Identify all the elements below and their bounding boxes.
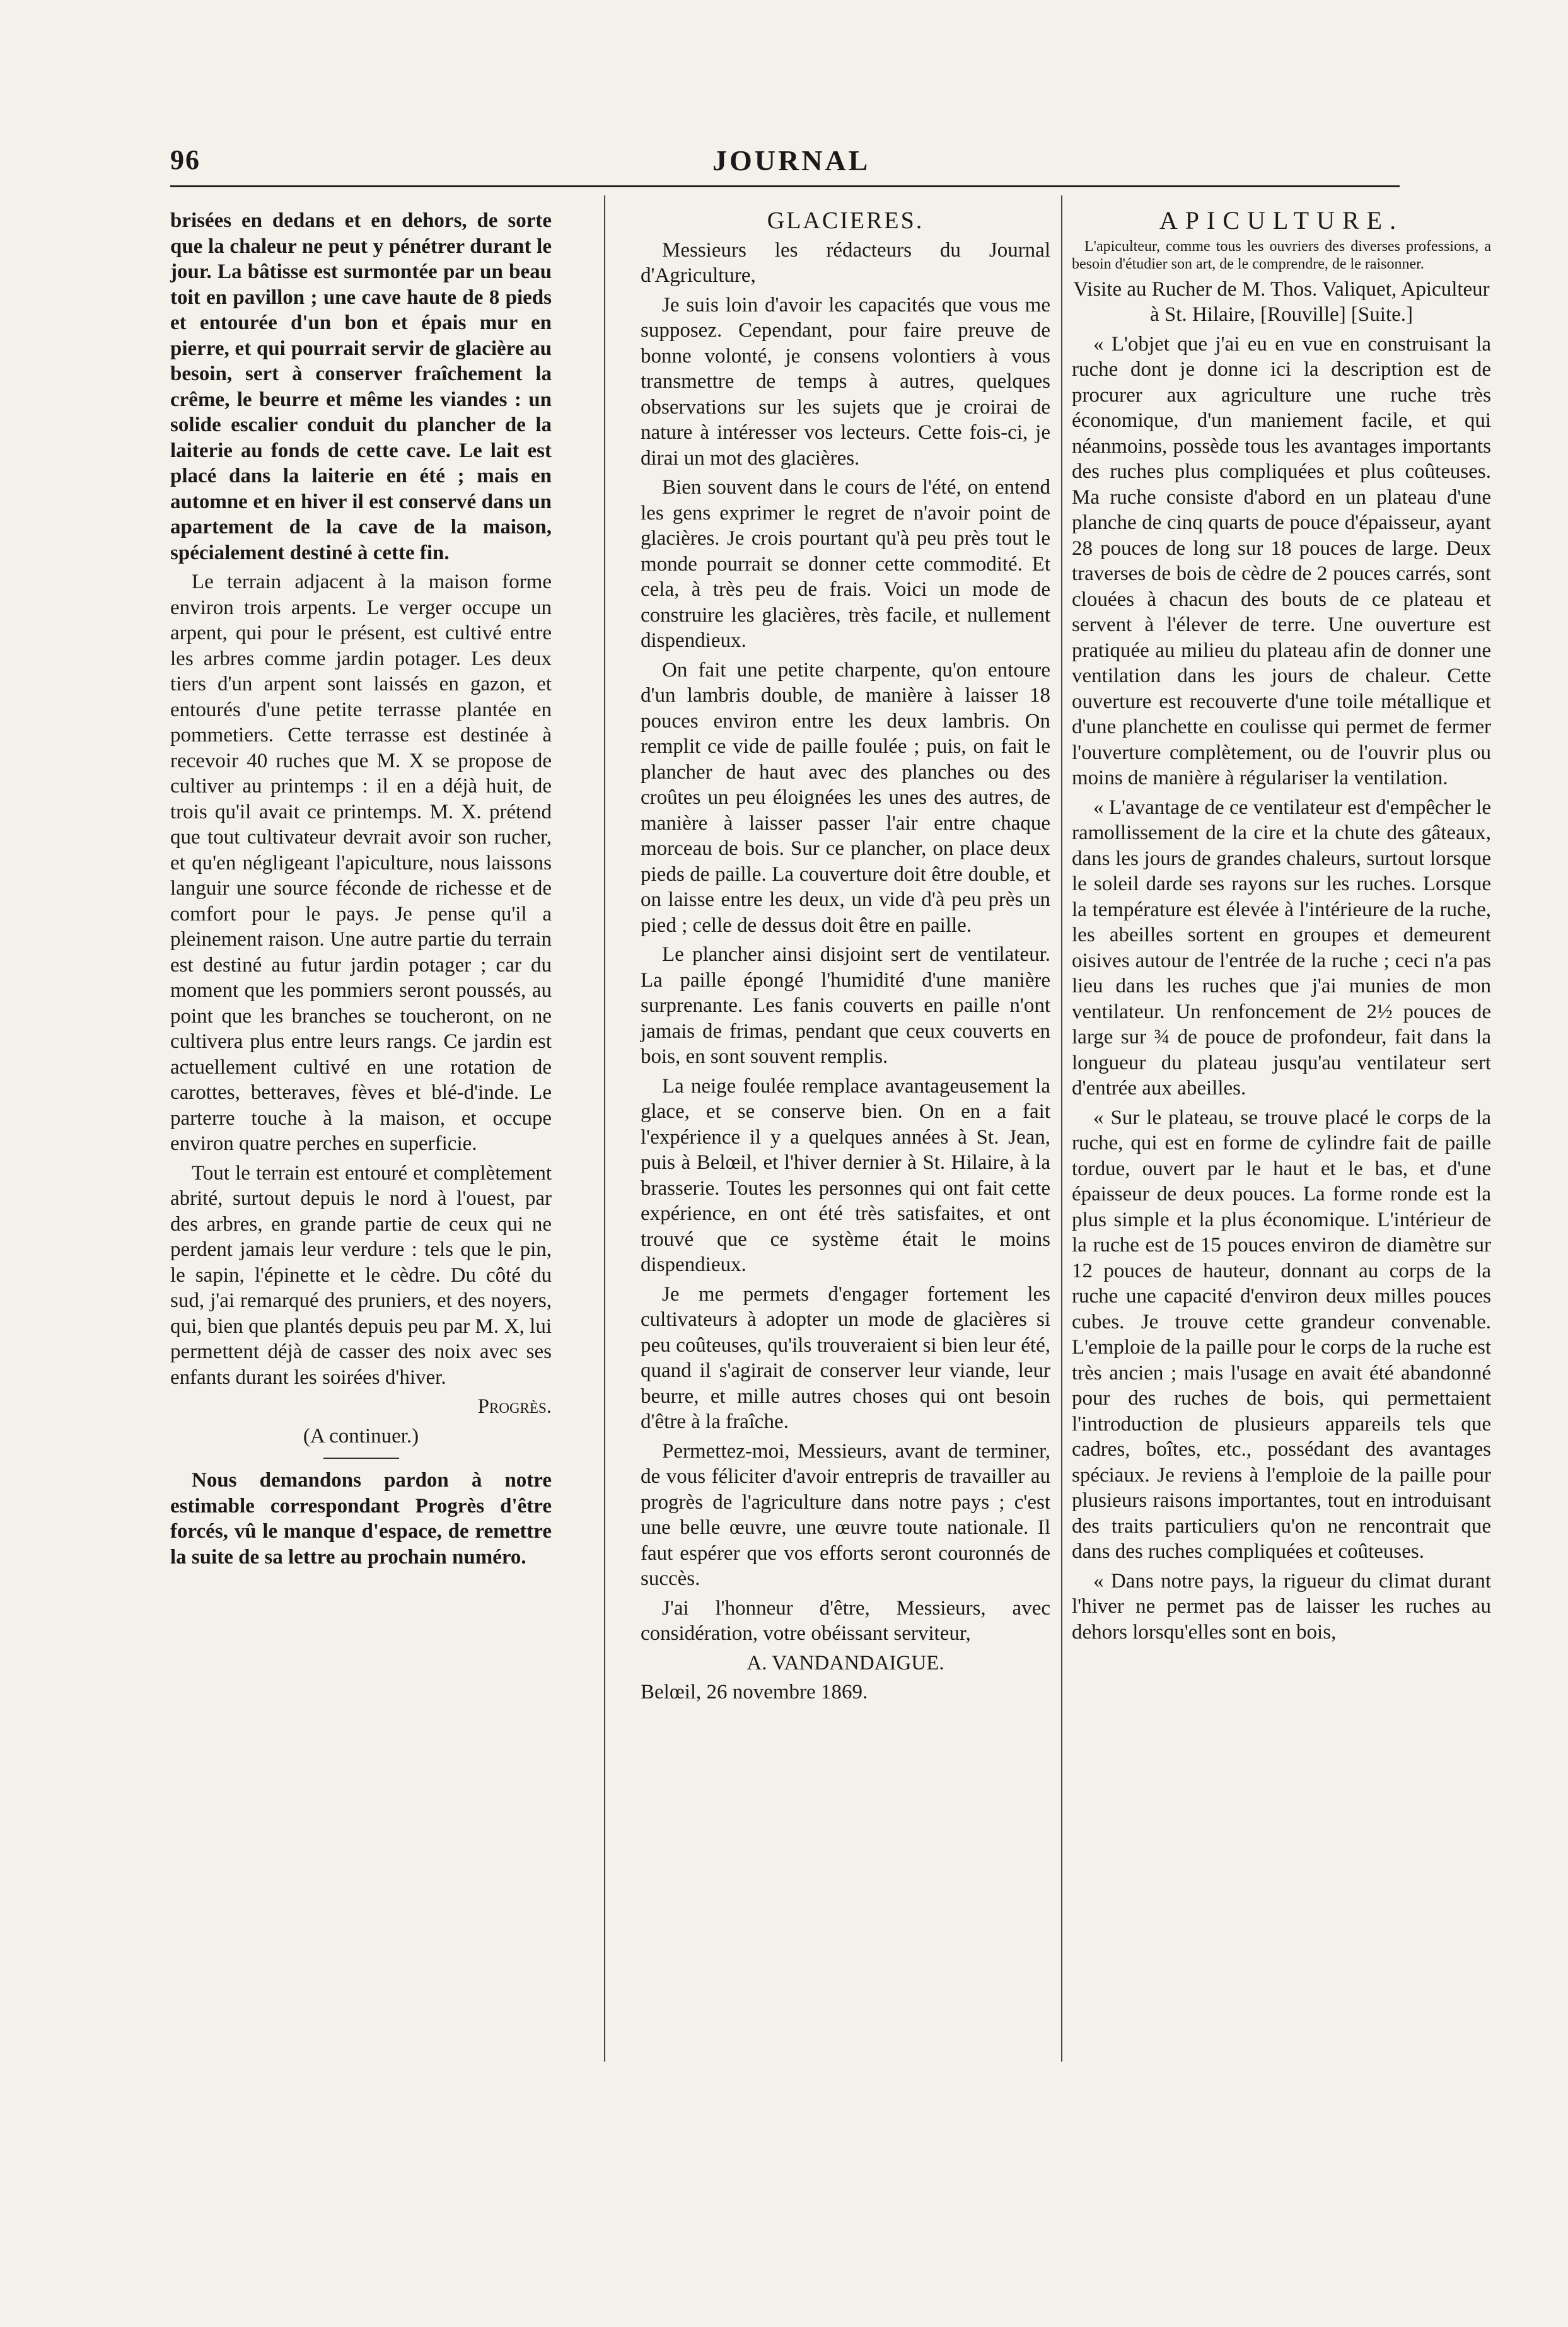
paragraph: Bien souvent dans le cours de l'été, on entend les gens exprimer le regret de n'avoir point de glacières. Je crois pourtant qu'à peu près tout le monde pourrait se donner cette commodité. Et cela, à très peu de frais. Voici un mode de construire les glacières, très facile, et nullement dispendieux.	[641, 476, 1050, 652]
signature: Progrès.	[477, 1395, 552, 1418]
divider	[323, 1458, 399, 1459]
epigraph: L'apiculteur, comme tous les ouvriers des diverses professions, a besoin d'étudier son art, de le comprendre, de le raisonner.	[1072, 238, 1491, 272]
section-title: APICULTURE.	[1159, 206, 1404, 235]
paragraph: « L'objet que j'ai eu en vue en construisant la ruche dont je donne ici la description est de procurer aux agriculture une ruche très économique, d'un maniement facile, et qui néanmoins, possède tous les avantages importants des ruches plus compliquées et plus coûteuses. Ma ruche consiste d'abord en un plateau d'une planche de cinq quarts de pouce d'épaisseur, ayant 28 pouces de long sur 18 pouces de large. Deux traverses de bois de cèdre de 2 pouces carrés, sont clouées à chacun des bouts de ce plateau et servent à l'élever de terre. Une ouverture est pratiquée au milieu du plateau afin de donner une ventilation dans les jours de chaleur. Cette ouverture est recouverte d'une toile métallique et d'une planchette en coulisse qui permet de fermer l'ouverture complètement, ou de l'ouvrir plus ou moins de manière à régulariser la ventilation.	[1072, 332, 1491, 789]
editor-note: Nous demandons pardon à notre estimable correspondant Progrès d'être forcés, vû le manque d'espace, de remettre la suite de sa lettre au prochain numéro.	[170, 1469, 552, 1569]
paragraph: « Dans notre pays, la rigueur du climat durant l'hiver ne permet pas de laisser les ruches au dehors lorsqu'elles sont en bois,	[1072, 1569, 1491, 1644]
paragraph: Le terrain adjacent à la maison forme environ trois arpents. Le verger occupe un arpent, qui pour le présent, est cultivé entre les arbres comme jardin potager. Les deux tiers d'un arpent sont laissés en gazon, et entourés d'une petite terrasse plantée en pommetiers. Cette terrasse est destinée à recevoir 40 ruches que M. X se propose de cultiver au printemps : il en a déjà huit, de trois qu'il avait ce printemps. M. X. prétend que tout cultivateur devrait avoir son rucher, et qu'en négligeant l'apiculture, nous laissons languir une source féconde de richesse et de comfort pour le pays. Je pense qu'il a pleinement raison. Une autre partie du terrain est destiné au futur jardin potager ; car du moment que les pommiers seront poussés, au point que les branches se toucheront, on ne cultivera plus entre leurs rangs. Ce jardin est actuellement cultivé en une rotation de carottes, betteraves, fèves et blé-d'inde. Le parterre touche à la maison, et occupe environ quatre perches en superficie.	[170, 571, 552, 1155]
signature: A. VANDANDAIGUE.	[746, 1651, 944, 1674]
continued-note: (A continuer.)	[303, 1424, 419, 1448]
article-heading: Visite au Rucher de M. Thos. Valiquet, Apiculteur à St. Hilaire, [Rouville] [Suite.]	[1073, 277, 1490, 326]
paragraph: brisées en dedans et en dehors, de sorte que la chaleur ne peut y pénétrer durant le jour. La bâtisse est surmontée par un beau toit en pavillon ; une cave haute de 8 pieds et entourée d'un bon et épais mur en pierre, et qui pourrait servir de glacière au besoin, sert à conserver fraîchement la crême, le beurre et même les viandes : un solide escalier conduit du plancher de la laiterie au fonds de cette cave. Le lait est placé dans la laiterie en été ; mais en automne et en hiver il est conservé dans un apartement de la cave de la maison, spécialement destiné à cette fin.	[170, 209, 552, 564]
paragraph: On fait une petite charpente, qu'on entoure d'un lambris double, de manière à laisser 18 pouces environ entre les deux lambris. On remplit ce vide de paille foulée ; puis, on fait le plancher de haut avec des planches ou des croûtes un peu éloignées les unes des autres, de manière à laisser passer l'air entre chaque morceau de bois. Sur ce plancher, on place deux pieds de paille. La couverture doit être double, et on laisse entre les deux, un vide d'à peu près un pied ; celle de dessus doit être en paille.	[641, 658, 1050, 937]
paragraph: « Sur le plateau, se trouve placé le corps de la ruche, qui est en forme de cylindre fait de paille tordue, ouvert par le haut et le bas, et d'une épaisseur de deux pouces. La forme ronde est la plus simple et la plus économique. L'intérieur de la ruche est de 15 pouces environ de diamètre sur 12 pouces de hauteur, donnant au corps de la ruche une capacité d'environ deux milles pouces cubes. Je trouve cette grandeur convenable. L'emploie de la paille pour le corps de la ruche est très ancien ; mais l'usage en avait été abandonné pour des ruches de bois, qui permettaient l'introduction de plusieurs appareils tels que cadres, boîtes, etc., possédant des avantages spéciaux. Je reviens à l'emploie de la paille pour plusieurs raisons importantes, tout en introduisant des traits particuliers qu'on ne rencontrait que dans des ruches compliquées et coûteuses.	[1072, 1106, 1491, 1563]
salutation: Messieurs les rédacteurs du Journal d'Agriculture,	[641, 238, 1050, 287]
paragraph: Le plancher ainsi disjoint sert de ventilateur. La paille épongé l'humidité d'une manière surprenante. Les fanis couverts en paille n'ont jamais de frimas, pendant que ceux couverts en bois, en sont souvent remplis.	[641, 943, 1050, 1068]
closing: J'ai l'honneur d'être, Messieurs, avec considération, votre obéissant serviteur,	[641, 1596, 1050, 1645]
section-title: GLACIERES.	[767, 207, 924, 234]
column-1	[170, 208, 552, 1574]
header-rule	[170, 185, 1400, 187]
column-2	[641, 208, 1050, 1709]
paragraph: Je suis loin d'avoir les capacités que vous me supposez. Cependant, pour faire preuve de bonne volonté, je consens volontiers à vous transmettre de temps à autres, quelques observations sur les sujets que je croirai de nature à intéresser vos lecteurs. Cette fois-ci, je dirai un mot des glacières.	[641, 293, 1050, 470]
page-header	[170, 144, 1400, 188]
running-title: JOURNAL	[712, 144, 871, 177]
column-divider	[604, 195, 605, 2062]
column-3	[1072, 208, 1491, 1649]
place-date: Belœil, 26 novembre 1869.	[641, 1681, 868, 1703]
column-divider	[1061, 195, 1062, 2062]
paragraph: Je me permets d'engager fortement les cultivateurs à adopter un mode de glacières si peu coûteuses, qu'ils trouveraient si bien leur été, quand il s'agirait de conserver leur viande, leur beurre, et mille autres choses qui ont besoin d'être à la fraîche.	[641, 1282, 1050, 1433]
paragraph: « L'avantage de ce ventilateur est d'empêcher le ramollissement de la cire et la chute des gâteaux, dans les jours de grandes chaleurs, surtout lorsque le soleil darde ses rayons sur les ruches. Lorsque la température est élevée à l'intérieure de la ruche, les abeilles sortent en groupes et demeurent oisives autour de l'entrée de la ruche ; ceci n'a pas lieu dans les ruches que j'ai munies de mon ventilateur. Un renfoncement de 2½ pouces de large sur ¾ de pouce de profondeur, fait dans la longueur du plateau jusqu'au ventilateur sert d'entrée aux abeilles.	[1072, 796, 1491, 1100]
paragraph: La neige foulée remplace avantageusement la glace, et se conserve bien. On en a fait l'expérience il y a quelques années à St. Jean, puis à Belœil, et l'hiver dernier à St. Hilaire, à la brasserie. Toutes les personnes qui ont fait cette expérience, en ont été très satisfaites, et ont trouvé que ce système était le moins dispendieux.	[641, 1074, 1050, 1276]
paragraph: Tout le terrain est entouré et complètement abrité, surtout depuis le nord à l'ouest, par des arbres, en grande partie de ceux qui ne perdent jamais leur verdure : tels que le pin, le sapin, l'épinette et le cèdre. Du côté du sud, j'ai remarqué des pruniers, et des noyers, qui, bien que plantés depuis peu par M. X, lui permettent déjà de casser des noix avec ses enfants durant les soirées d'hiver.	[170, 1161, 552, 1389]
page-number: 96	[170, 144, 200, 175]
paragraph: Permettez-moi, Messieurs, avant de terminer, de vous féliciter d'avoir entrepris de travailler au progrès de l'agriculture dans notre pays ; c'est une belle œuvre, une œuvre toute nationale. Il faut espérer que vos efforts seront couronnés de succès.	[641, 1439, 1050, 1590]
